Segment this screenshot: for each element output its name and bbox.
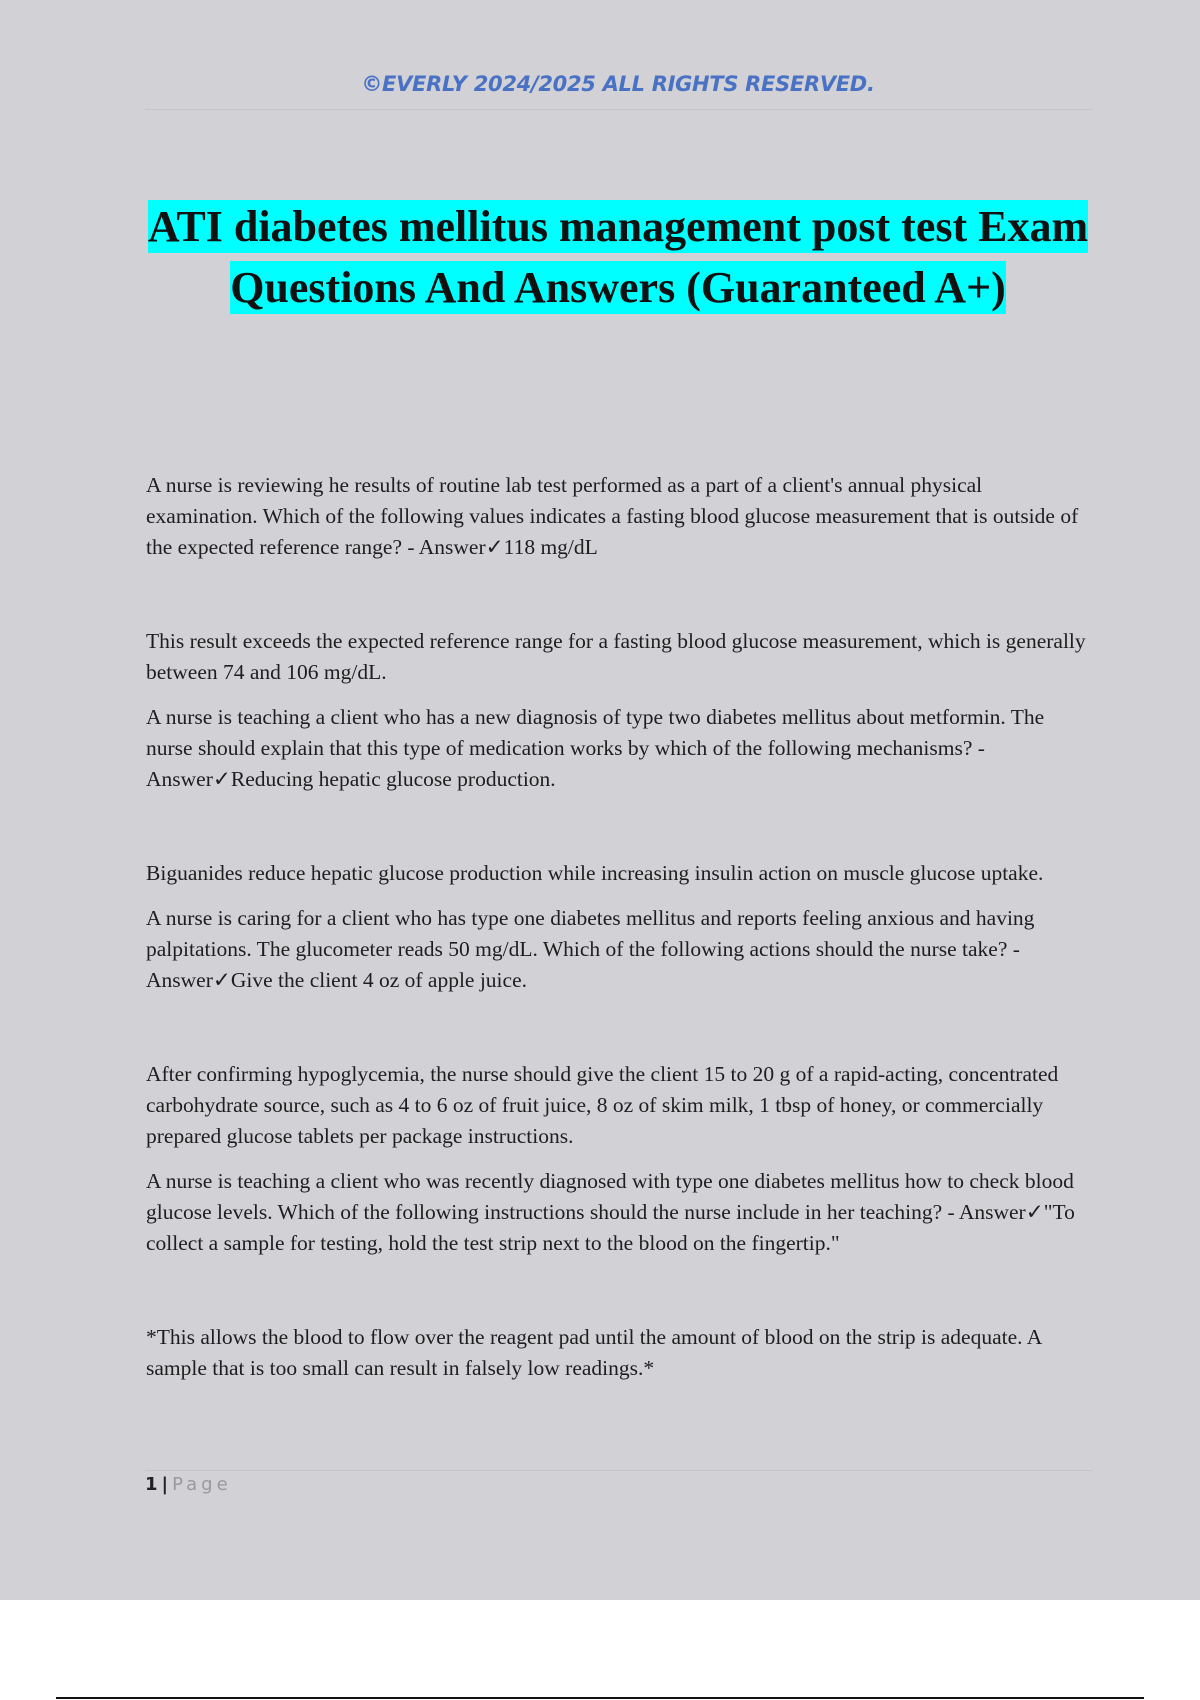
title-highlight: ATI diabetes mellitus management post test Exam Questions And Answers (Guaranteed A+) [147,202,1089,312]
explanation-1: This result exceeds the expected reference range for a fasting blood glucose measurement, which is generally between 74 and 106 mg/dL. [146,629,1086,684]
explanation-3: After confirming hypoglycemia, the nurse should give the client 15 to 20 g of a rapid-acting, concentrated carbohydrate source, such as 4 to 6 oz of fruit juice, 8 oz of skim milk, 1 tbsp of honey, or commercially prepared glucose tablets per package instructions. [146,1062,1059,1148]
question-1: A nurse is reviewing he results of routine lab test performed as a part of a client's annual physical examination. Which of the following values indicates a fasting blood glucose measurement that is outside of the expected reference range? - Answer✓118 mg/dL [146,473,1079,559]
footer-divider [145,1470,1093,1471]
explanation-2: Biguanides reduce hepatic glucose production while increasing insulin action on muscle glucose uptake. [146,861,1044,885]
document-title [120,196,1116,318]
page-separator: | [161,1474,169,1495]
page-footer [145,1474,232,1495]
explanation-4: *This allows the blood to flow over the reagent pad until the amount of blood on the strip is adequate. A sample that is too small can result in falsely low readings.* [146,1325,1042,1380]
header-divider [145,109,1093,110]
bottom-border-line [56,1697,1144,1699]
question-4: A nurse is teaching a client who was recently diagnosed with type one diabetes mellitus how to check blood glucose levels. Which of the following instructions should the nurse include in her teaching? - Answer✓"To collect a sample for testing, hold the test strip next to the blood on the fingertip." [146,1169,1075,1255]
page-number: 1 [145,1474,158,1495]
qa-content [146,470,1094,1398]
copyright-header: ©EVERLY 2024/2025 ALL RIGHTS RESERVED. [361,72,875,96]
page-word: Page [172,1474,232,1495]
question-2: A nurse is teaching a client who has a new diagnosis of type two diabetes mellitus about metformin. The nurse should explain that this type of medication works by which of the following mechanisms? - Answer✓Reducing hepatic glucose production. [146,705,1045,791]
question-3: A nurse is caring for a client who has type one diabetes mellitus and reports feeling anxious and having palpitations. The glucometer reads 50 mg/dL. Which of the following actions should the nurse take? - Answer✓Give the client 4 oz of apple juice. [146,906,1035,992]
